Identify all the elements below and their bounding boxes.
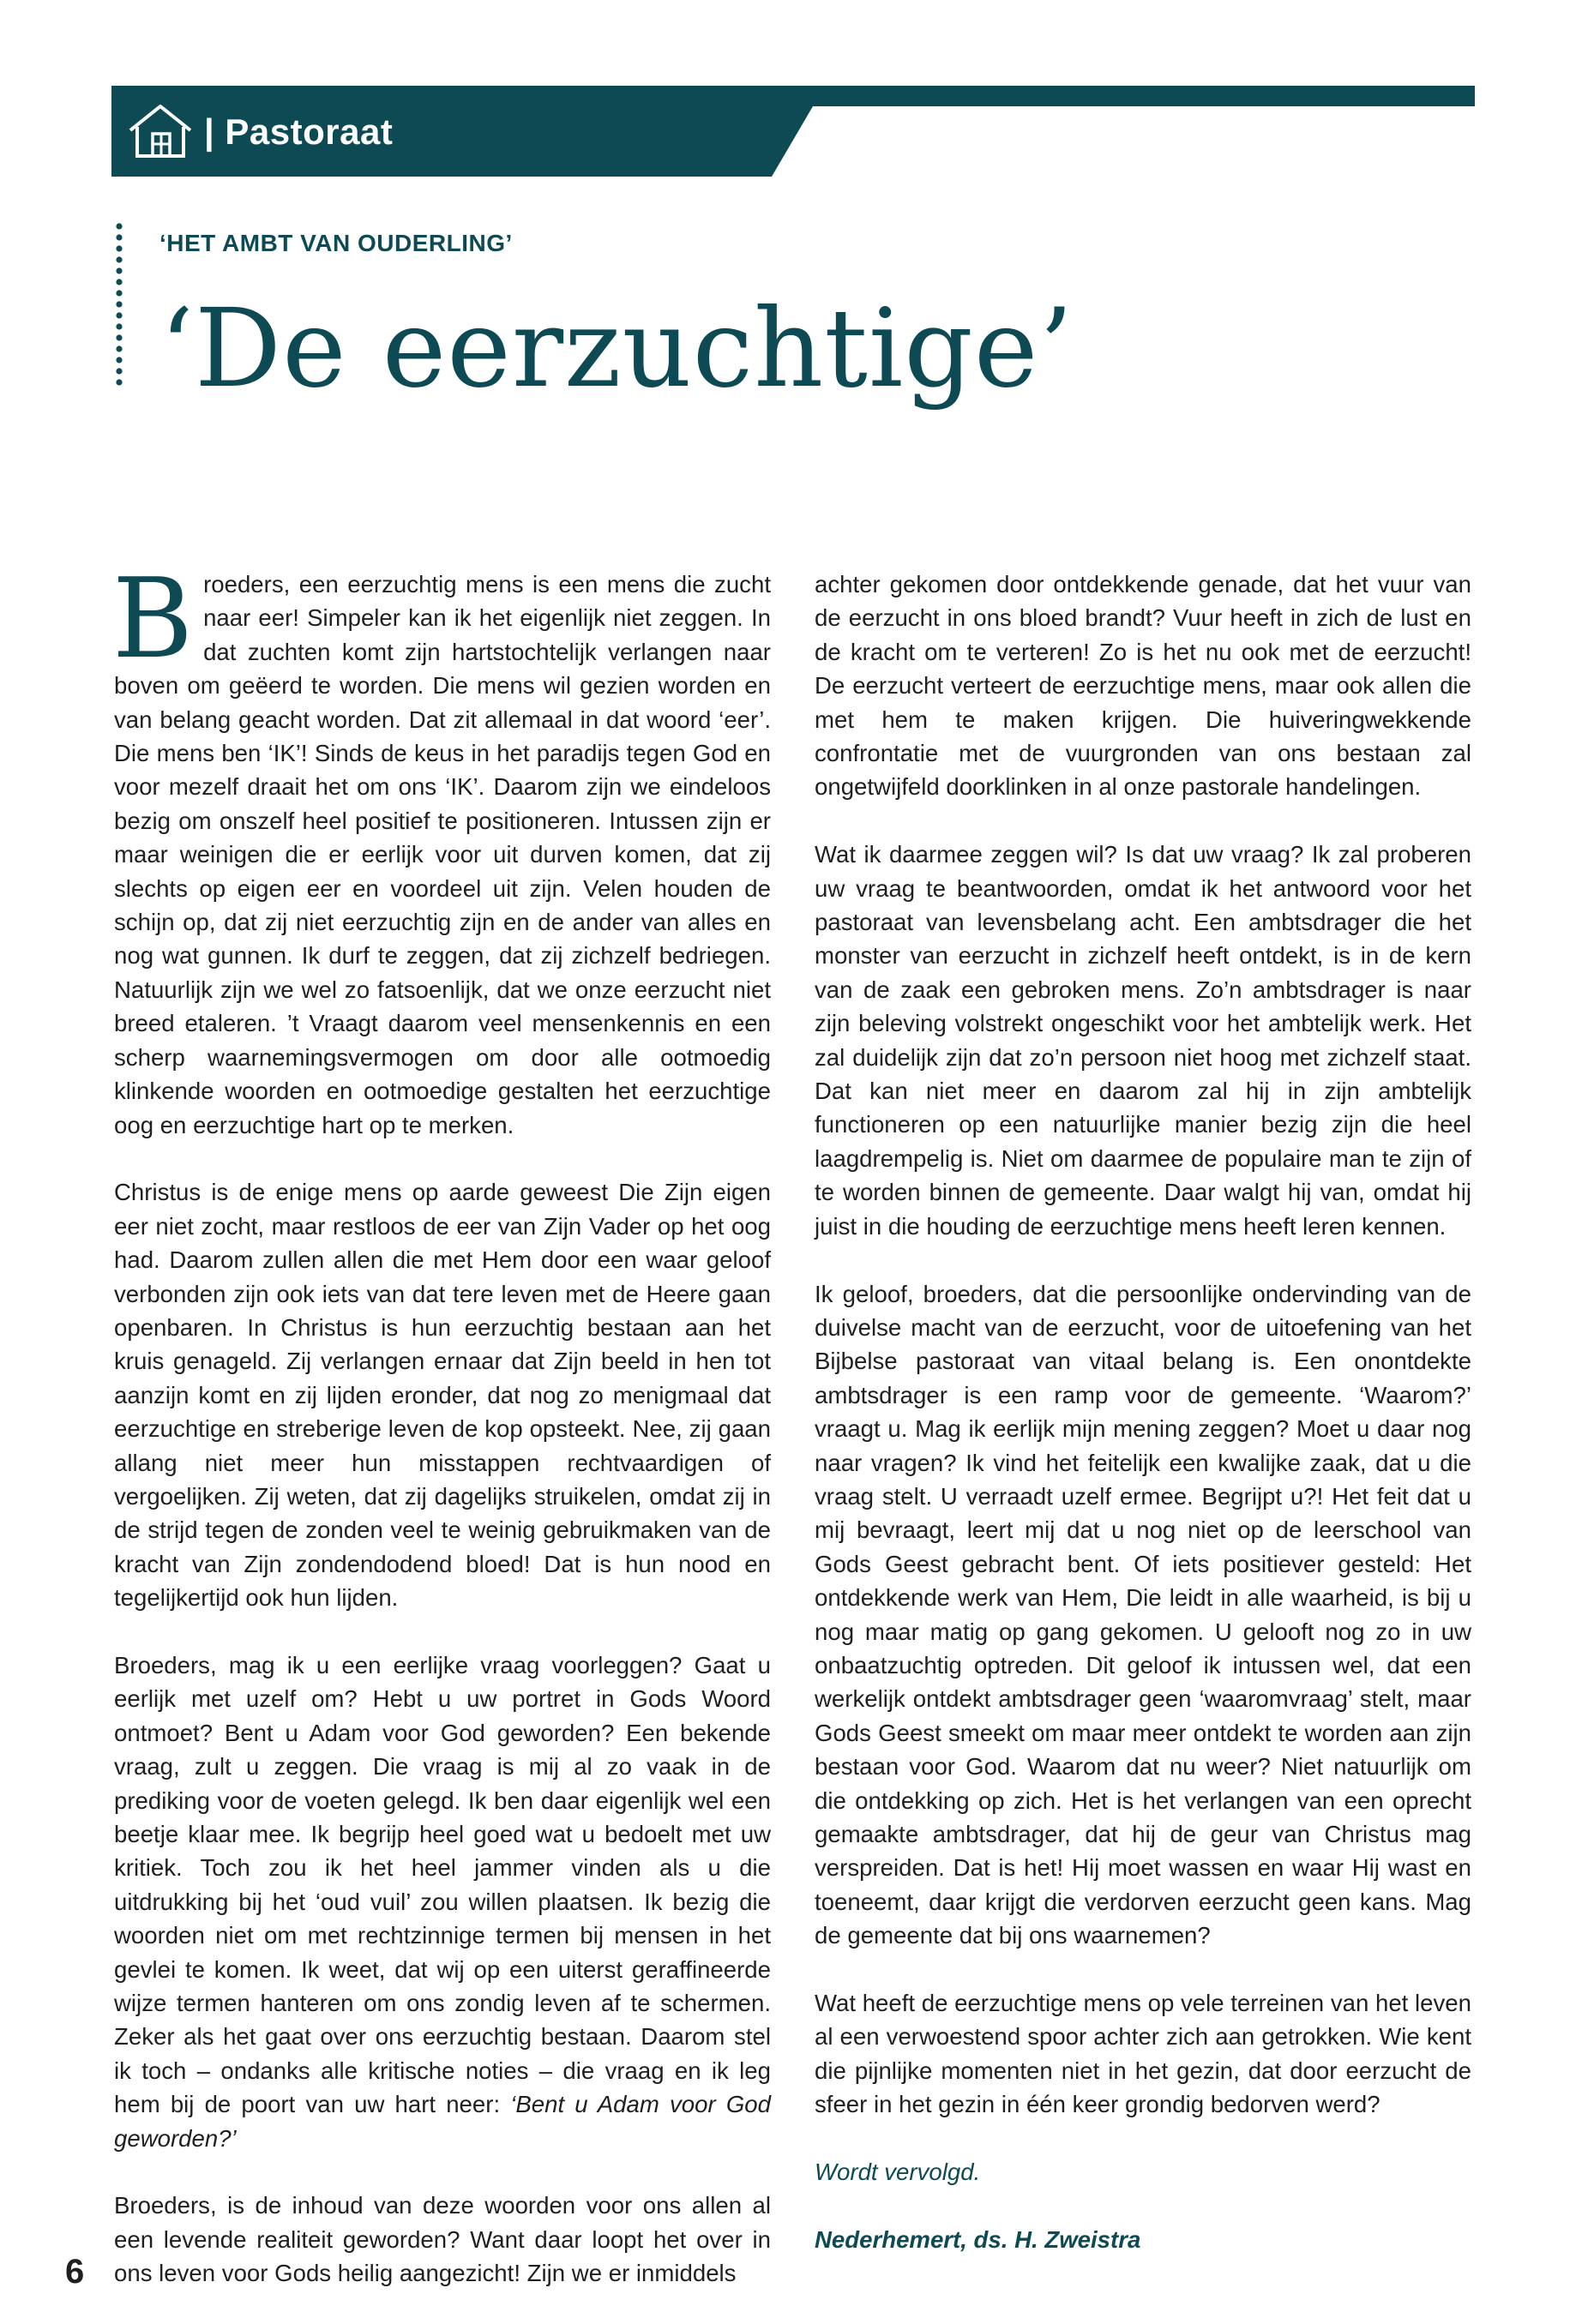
article-column-left: [112, 555, 771, 2324]
paragraph: Ik geloof, broeders, dat die persoonlijke ondervinding van de duivelse macht van de eerzucht, voor de uitoefening van het Bijbelse pastoraat van vitaal belang is. Een onontdekte ambtsdrager is een ramp voor de gemeente. ‘Waarom?’ vraagt u. Mag ik eerlijk mijn mening zeggen? Moet u daar nog naar vragen? Ik vind het feitelijk een kwalijke zaak, dat u die vraag stelt. U verraadt uzelf ermee. Begrijpt u?! Het feit dat u mij bevraagt, leert mij dat u nog niet op de leerschool van Gods Geest gebracht bent. Of iets positiever gesteld: Het ontdekkende werk van Hem, Die leidt in alle waarheid, is bij u nog maar matig op gang gekomen. U gelooft nog zo in uw onbaatzuchtig optreden. Dit geloof ik intussen wel, dat een werkelijk ontdekt ambtsdrager geen ‘waaromvraag’ stelt, maar Gods Geest smeekt om maar meer ontdekt te worden aan zijn bestaan voor God. Waarom dat nu weer? Niet natuurlijk om die ontdekking op zich. Het is het verlangen van een oprecht gemaakte ambtsdrager, dat hij de geur van Christus mag verspreiden. Dat is het! Hij moet wassen en waar Hij wast en toeneemt, daar krijgt die verdorven eerzucht geen kans. Mag de gemeente dat bij ons waarnemen?: [815, 1280, 1471, 1949]
article-title: ‘De eerzuchtige’: [159, 285, 1074, 411]
page-number: 6: [65, 2253, 85, 2291]
paragraph: [114, 1648, 771, 2155]
section-label: | Pastoraat: [204, 111, 394, 152]
paragraph: Wat heeft de eerzuchtige mens op vele terreinen van het leven al een verwoestend spoor achter zich aan getrokken. Wie kent die pijnlijke momenten niet in het gezin, dat door eerzucht de sfeer in het gezin in één keer grondig bedorven werd?: [815, 1990, 1471, 2118]
house-icon: [127, 103, 194, 159]
dotted-accent: [114, 221, 124, 393]
paragraph-text: Broeders, mag ik u een eerlijke vraag voorleggen? Gaat u eerlijk met uzelf om? Hebt u uw portret in Gods Woord ontmoet? Bent u Adam voor God geworden? Een bekende vraag, zult u zeggen. Die vraag is mij al zo vaak in de prediking voor de voeten gelegd. Ik ben daar eigenlijk wel een beetje klaar mee. Ik begrijp heel goed wat u bedoelt met uw kritiek. Toch zou ik het heel jammer vinden als u die uitdrukking bij het ‘oud vuil’ zou willen plaatsen. Ik bezig die woorden niet om met rechtzinnige termen bij mensen in het gevlei te komen. Ik weet, dat wij op een uiterst geraffineerde wijze termen hanteren om ons zondig leven af te schermen. Zeker als het gaat over ons eerzuchtig bestaan. Daarom stel ik toch – ondanks alle kritische noties – die vraag en ik leg hem bij de poort van uw hart neer:: [114, 1651, 771, 2118]
drop-cap: B: [112, 555, 194, 683]
author-signature: Nederhemert, ds. H. Zweistra: [815, 2225, 1141, 2253]
quote: ‘Bent u Adam voor God geworden?’: [114, 2091, 771, 2152]
paragraph: [112, 555, 771, 1142]
article-kicker: ‘HET AMBT VAN OUDERLING’: [159, 230, 513, 256]
section-header: [111, 86, 1475, 177]
paragraph: Christus is de enige mens op aarde geweest Die Zijn eigen eer niet zocht, maar restloos de eer van Zijn Vader op het oog had. Daarom zullen allen die met Hem door een waar geloof verbonden zijn ook iets van dat tere leven met de Heere gaan openbaren. In Christus is hun eerzuchtig bestaan aan het kruis genageld. Zij verlangen ernaar dat Zijn beeld in hen tot aanzijn komt en zij lijden eronder, dat nog zo menigmaal dat eerzuchtige en streberige leven de kop opsteekt. Nee, zij gaan allang niet meer hun misstappen rechtvaardigen of vergoelijken. Zij weten, dat zij dagelijks struikelen, omdat zij in de strijd tegen de zonden veel te weinig gebruikmaken van de kracht van Zijn zondendodend bloed! Dat is hun nood en tegelijkertijd ook hun lijden.: [114, 1179, 771, 1612]
continued-note: Wordt vervolgd.: [815, 2159, 981, 2186]
article-column-right: [815, 567, 1471, 2291]
paragraph: achter gekomen door ontdekkende genade, dat het vuur van de eerzucht in ons bloed brandt? Vuur heeft in zich de lust en de kracht om te verteren! Zo is het nu ook met de eerzucht! De eerzucht verteert de eerzuchtige mens, maar ook allen die met hem te maken krijgen. Die huiveringwekkende confrontatie met de vuurgronden van ons bestaan zal ongetwijfeld doorklinken in al onze pastorale handelingen.: [815, 571, 1471, 801]
paragraph: Broeders, is de inhoud van deze woorden voor ons allen al een levende realiteit geworden? Want daar loopt het over in ons leven voor Gods heilig aangezicht! Zijn we er inmiddels: [114, 2192, 771, 2287]
paragraph-text: roeders, een eerzuchtig mens is een mens die zucht naar eer! Simpeler kan ik het eigenlijk niet zeggen. In dat zuchten komt zijn hartstochtelijk verlangen naar boven om geëerd te worden. Die mens wil gezien worden en van belang geacht worden. Dat zit allemaal in dat woord ‘eer’. Die mens ben ‘IK’! Sinds de keus in het paradijs tegen God en voor mezelf draait het om ons ‘IK’. Daarom zijn we eindeloos bezig om onszelf heel positief te positioneren. Intussen zijn er maar weinigen die er eerlijk voor uit durven komen, dat zij slechts op eigen eer en voordeel uit zijn. Velen houden de schijn op, dat zij niet eerzuchtig zijn en de ander van alles en nog wat gunnen. Ik durf te zeggen, dat zij zichzelf bedriegen. Natuurlijk zijn we wel zo fatsoenlijk, dat we onze eerzucht niet breed etaleren. ’t Vraagt daarom veel mensenkennis en een scherp waarnemingsvermogen om door alle ootmoedig klinkende woorden en ootmoedige gestalten het eerzuchtige oog en eerzuchtige hart op te merken.: [114, 571, 771, 1138]
paragraph: Wat ik daarmee zeggen wil? Is dat uw vraag? Ik zal proberen uw vraag te beantwoorden, omdat ik het antwoord voor het pastoraat van levensbelang acht. Een ambtsdrager die het monster van eerzucht in zichzelf heeft ontdekt, is in de kern van de zaak een gebroken mens. Zo’n ambtsdrager is naar zijn beleving volstrekt ongeschikt voor het ambtelijk werk. Het zal duidelijk zijn dat zo’n persoon niet hoog met zichzelf staat. Dat kan niet meer en daarom zal hij in zijn ambtelijk functioneren op een natuurlijke manier bezig zijn die heel laagdrempelig is. Niet om daarmee de populaire man te zijn of te worden binnen de gemeente. Daar walgt hij van, omdat hij juist in die houding de eerzuchtige mens heeft leren kennen.: [815, 841, 1471, 1240]
